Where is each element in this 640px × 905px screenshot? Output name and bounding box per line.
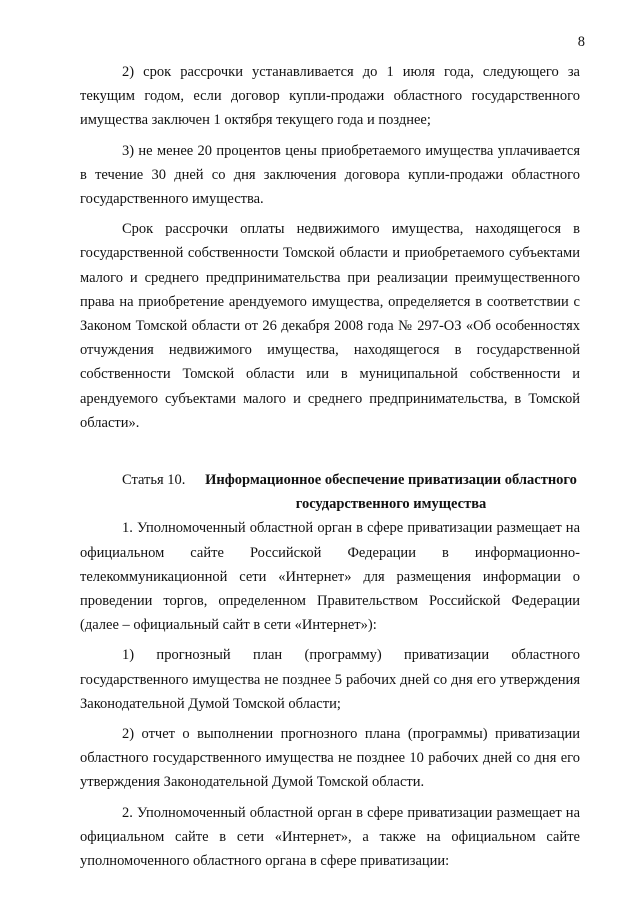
article-title: Информационное обеспечение приватизации областного государственного имущества [205,472,577,513]
paragraph-installment-term: 2) срок рассрочки устанавливается до 1 июля года, следующего за текущим годом, если договор купли-продажи областного государственного имущества заключен 1 октября текущего года и позднее; [80,64,580,129]
paragraph-publication-authority-site: 2. Уполномоченный областной орган в сфере приватизации размещает на официальном сайте в сети «Интернет», а также на официальном сайте уполномоченного областного органа в сфере приватизации: [80,804,580,870]
page-number: 8 [577,34,585,50]
document-body [80,60,580,873]
paragraph-forecast-plan: 1) прогнозный план (программу) приватизации областного государственного имущества не позднее 5 рабочих дней со дня его утверждения Законодательной Думой Томской области; [80,647,580,712]
paragraph-publication-official-site: 1. Уполномоченный областной орган в сфере приватизации размещает на официальном сайте Российской Федерации в информационно-телекоммуникационной сети «Интернет» для размещения информации о проведении торгов, определенном Правительством Российской Федерации (далее – официальный сайт в сети «Интернет»): [80,520,580,634]
article-label: Статья 10. [122,472,186,489]
article-heading [80,468,580,516]
paragraph-real-estate-installment: Срок рассрочки оплаты недвижимого имущества, находящегося в государственной собственности Томской области и приобретаемого субъектами малого и среднего предпринимательства при реализации преимущественного права на приобретение арендуемого имущества, определяется в соответствии с Законом Томской области от 26 декабря 2008 года № 297-ОЗ «Об особенностях отчуждения недвижимого имущества, находящегося в государственной собственности Томской области или в муниципальной собственности и арендуемого субъектами малого и среднего предпринимательства, в Томской области». [80,221,580,431]
paragraph-plan-report: 2) отчет о выполнении прогнозного плана (программы) приватизации областного государственного имущества не позднее 10 рабочих дней со дня его утверждения Законодательной Думой Томской области. [80,726,580,791]
paragraph-minimum-payment: 3) не менее 20 процентов цены приобретаемого имущества уплачивается в течение 30 дней со дня заключения договора купли-продажи областного государственного имущества. [80,142,580,208]
